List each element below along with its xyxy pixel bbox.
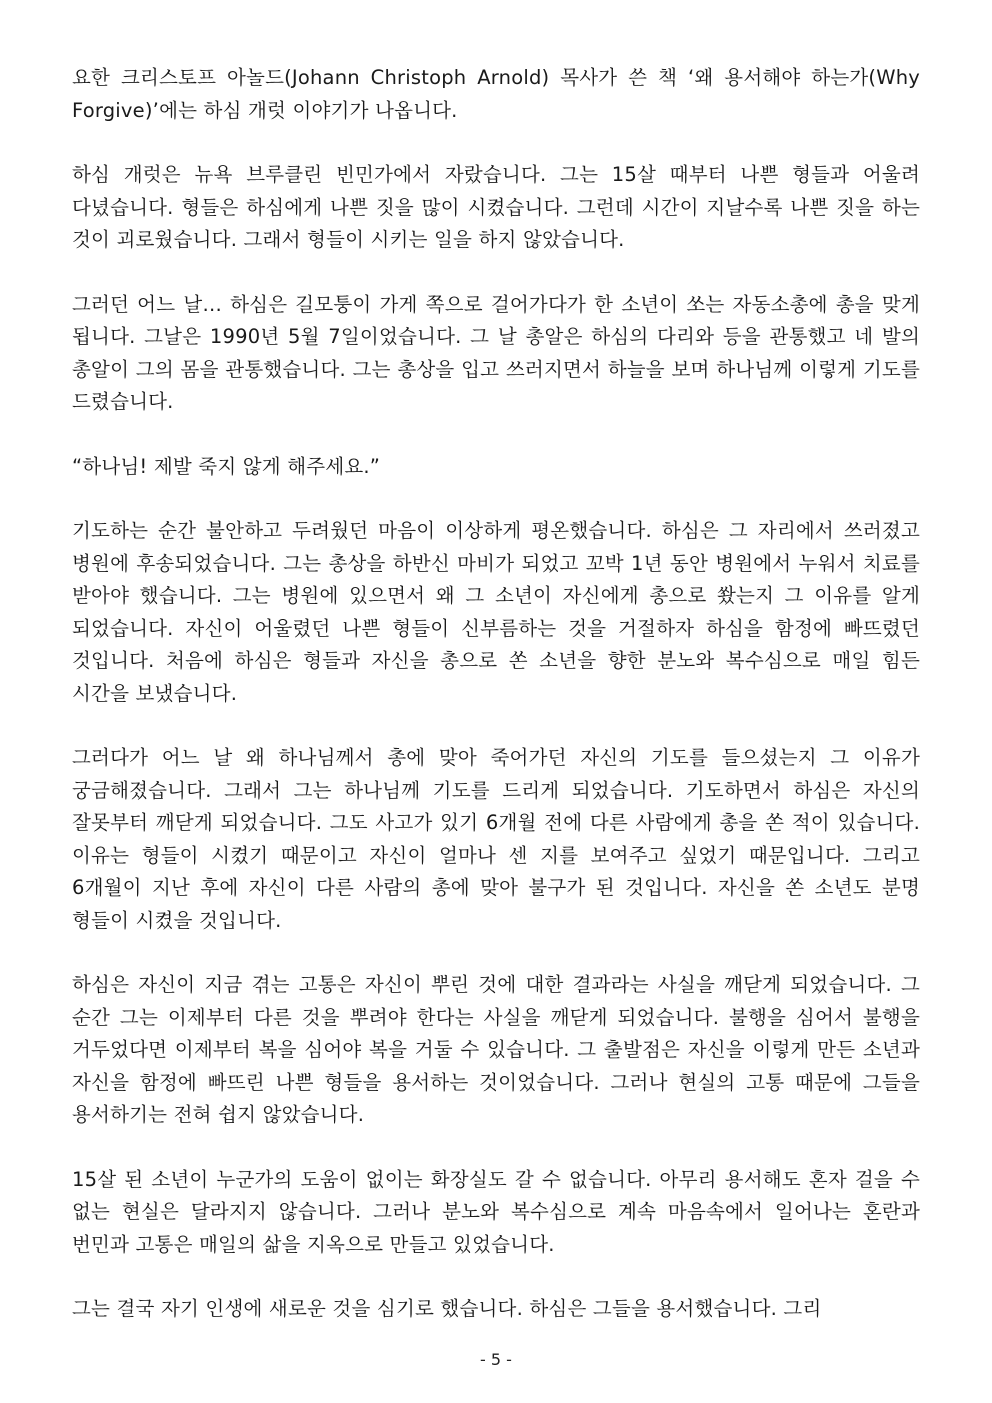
page-number: - 5 - (480, 1350, 512, 1369)
paragraph-5: 기도하는 순간 불안하고 두려웠던 마음이 이상하게 평온했습니다. 하심은 그 자리에서 쓰러졌고 병원에 후송되었습니다. 그는 총상을 하반신 마비가 되었고 꼬박 1년 동안 병원에서 누워서 치료를 받아야 했습니다. 그는 병원에 있으면서 왜 그 소년이 자신에게 총으로 쐈는지 그 이유를 알게 되었습니다. 자신이 어울렸던 나쁜 형들이 신부름하는 것을 거절하자 하심을 함정에 빠뜨렸던 것입니다. 처음에 하심은 형들과 자신을 총으로 쏜 소년을 향한 분노와 복수심으로 매일 힘든 시간을 보냈습니다. (72, 519, 920, 705)
document-body (72, 62, 920, 1358)
paragraph-3: 그러던 어느 날… 하심은 길모퉁이 가게 쪽으로 걸어가다가 한 소년이 쏘는 자동소총에 총을 맞게 됩니다. 그날은 1990년 5월 7일이었습니다. 그 날 총알은 하심의 다리와 등을 관통했고 네 발의 총알이 그의 몸을 관통했습니다. 그는 총상을 입고 쓰러지면서 하늘을 보며 하나님께 이렇게 기도를 드렸습니다. (72, 292, 920, 413)
paragraph-4-quote: “하나님! 제발 죽지 않게 해주세요.” (72, 454, 381, 478)
paragraph-6: 그러다가 어느 날 왜 하나님께서 총에 맞아 죽어가던 자신의 기도를 들으셨는지 그 이유가 궁금해졌습니다. 그래서 그는 하나님께 기도를 드리게 되었습니다. 기도하면서 하심은 자신의 잘못부터 깨닫게 되었습니다. 그도 사고가 있기 6개월 전에 다른 사람에게 총을 쏜 적이 있습니다. 이유는 형들이 시켰기 때문이고 자신이 얼마나 센 지를 보여주고 싶었기 때문입니다. 그리고 6개월이 지난 후에 자신이 다른 사람의 총에 맞아 불구가 된 것입니다. 자신을 쏜 소년도 분명 형들이 시켰을 것입니다. (72, 746, 920, 932)
paragraph-8: 15살 된 소년이 누군가의 도움이 없이는 화장실도 갈 수 없습니다. 아무리 용서해도 혼자 걸을 수 없는 현실은 달라지지 않습니다. 그러나 분노와 복수심으로 계속 마음속에서 일어나는 혼란과 번민과 고통은 매일의 삶을 지옥으로 만들고 있었습니다. (72, 1167, 920, 1256)
paragraph-7: 하심은 자신이 지금 겪는 고통은 자신이 뿌린 것에 대한 결과라는 사실을 깨닫게 되었습니다. 그 순간 그는 이제부터 다른 것을 뿌려야 한다는 사실을 깨닫게 되었습니다. 불행을 심어서 불행을 거두었다면 이제부터 복을 심어야 복을 거둘 수 있습니다. 그 출발점은 자신을 이렇게 만든 소년과 자신을 함정에 빠뜨린 나쁜 형들을 용서하는 것이었습니다. 그러나 현실의 고통 때문에 그들을 용서하기는 전혀 쉽지 않았습니다. (72, 973, 920, 1126)
paragraph-2: 하심 개럿은 뉴욕 브루클린 빈민가에서 자랐습니다. 그는 15살 때부터 나쁜 형들과 어울려 다녔습니다. 형들은 하심에게 나쁜 짓을 많이 시켰습니다. 그런데 시간이 지날수록 나쁜 짓을 하는 것이 괴로웠습니다. 그래서 형들이 시키는 일을 하지 않았습니다. (72, 163, 920, 251)
paragraph-9: 그는 결국 자기 인생에 새로운 것을 심기로 했습니다. 하심은 그들을 용서했습니다. 그리 (72, 1297, 822, 1320)
paragraph-1: 요한 크리스토프 아놀드(Johann Christoph Arnold) 목사가 쓴 책 ‘왜 용서해야 하는가(Why Forgive)’에는 하심 개럿 이야기가 나옵니다. (72, 66, 920, 122)
